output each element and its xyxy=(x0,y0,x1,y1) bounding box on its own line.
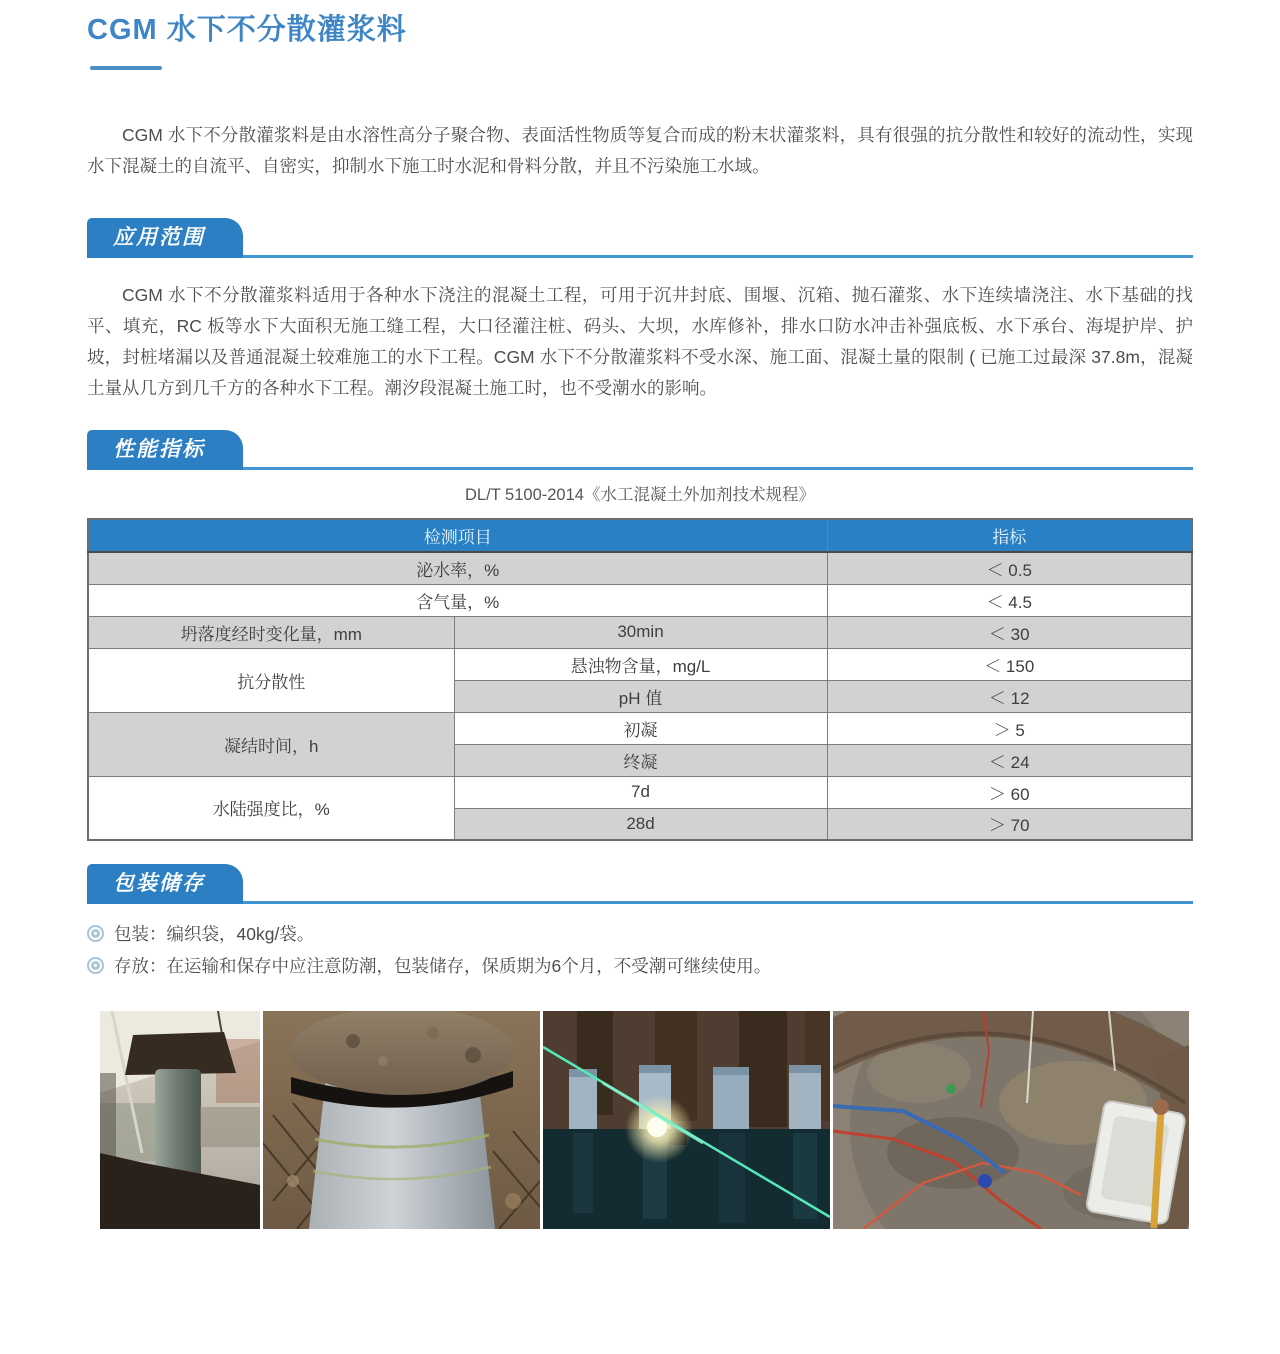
table-cell-sub: 30min xyxy=(454,616,827,648)
table-cell-value: ＜ 0.5 xyxy=(827,552,1192,584)
performance-table xyxy=(87,518,1193,841)
packaging-badge: 包装储存 xyxy=(87,864,243,904)
table-cell-value: ＞ 70 xyxy=(827,808,1192,840)
night-underwater-piles-photo xyxy=(543,1011,830,1229)
table-cell-item: 凝结时间，h xyxy=(88,712,454,776)
table-cell-value: ＜ 30 xyxy=(827,616,1192,648)
table-cell-value: ＜ 4.5 xyxy=(827,584,1192,616)
table-cell-item: 泌水率，% xyxy=(88,552,827,584)
table-row xyxy=(88,584,1192,616)
performance-badge: 性能指标 xyxy=(87,430,243,470)
table-header-index: 指标 xyxy=(827,519,1192,552)
table-cell-sub: 悬浊物含量，mg/L xyxy=(454,648,827,680)
ring-bullet-icon xyxy=(87,957,104,974)
application-badge: 应用范围 xyxy=(87,218,243,258)
caisson-bottom-sealing-photo xyxy=(833,1011,1189,1229)
table-cell-item: 坍落度经时变化量，mm xyxy=(88,616,454,648)
pile-casing-closeup-photo xyxy=(263,1011,540,1229)
section-header-application xyxy=(87,221,1193,258)
table-cell-item: 含气量，% xyxy=(88,584,827,616)
table-cell-sub: 28d xyxy=(454,808,827,840)
intro-paragraph: CGM 水下不分散灌浆料是由水溶性高分子聚合物、表面活性物质等复合而成的粉末状灌浆料，具有很强的抗分散性和较好的流动性，实现水下混凝土的自流平、自密实，抑制水下施工时水泥和骨料分散，并且不污染施工水域。 xyxy=(87,125,1193,176)
packaging-item-text: 包装：编织袋，40kg/袋。 xyxy=(114,923,315,944)
table-row xyxy=(88,776,1192,808)
list-item xyxy=(87,917,1193,949)
table-cell-value: ＜ 150 xyxy=(827,648,1192,680)
table-header-row xyxy=(88,519,1192,552)
ring-bullet-icon xyxy=(87,925,104,942)
packaging-list xyxy=(87,917,1193,981)
pile-grouting-site-photo xyxy=(100,1011,260,1229)
table-cell-value: ＜ 24 xyxy=(827,744,1192,776)
list-item xyxy=(87,949,1193,981)
photo-strip xyxy=(100,1011,1193,1229)
application-paragraph: CGM 水下不分散灌浆料适用于各种水下浇注的混凝土工程，可用于沉井封底、围堰、沉箱、抛石灌浆、水下连续墙浇注、水下基础的找平、填充，RC 板等水下大面积无施工缝工程，大口径灌注桩、码头、大坝，水库修补，排水口防水冲击补强底板、水下承台、海堤护岸、护坡，封桩堵漏以及普通混凝土较难施工的水下工程。CGM 水下不分散灌浆料不受水深、施工面、混凝土量的限制 ( 已施工过最深 37.8m，混凝土量从几方到几千方的各种水下工程。潮汐段混凝土施工时，也不受潮水的影响。 xyxy=(87,285,1193,398)
table-cell-sub: 初凝 xyxy=(454,712,827,744)
table-cell-value: ＞ 5 xyxy=(827,712,1192,744)
packaging-item-text: 存放：在运输和保存中应注意防潮，包装储存，保质期为6个月，不受潮可继续使用。 xyxy=(114,955,772,976)
table-cell-item: 抗分散性 xyxy=(88,648,454,712)
page-title: CGM 水下不分散灌浆料 xyxy=(87,14,407,46)
standard-caption: DL/T 5100-2014《水工混凝土外加剂技术规程》 xyxy=(465,486,815,504)
table-row xyxy=(88,616,1192,648)
brochure-page xyxy=(0,10,1280,1354)
table-cell-sub: 7d xyxy=(454,776,827,808)
table-header-item: 检测项目 xyxy=(88,519,827,552)
table-cell-item: 水陆强度比，% xyxy=(88,776,454,840)
title-underline xyxy=(90,66,162,70)
table-cell-sub: 终凝 xyxy=(454,744,827,776)
section-header-packaging xyxy=(87,867,1193,904)
table-row xyxy=(88,712,1192,744)
table-row xyxy=(88,552,1192,584)
table-cell-value: ＜ 12 xyxy=(827,680,1192,712)
table-cell-value: ＞ 60 xyxy=(827,776,1192,808)
table-cell-sub: pH 值 xyxy=(454,680,827,712)
section-header-performance xyxy=(87,433,1193,470)
table-row xyxy=(88,648,1192,680)
